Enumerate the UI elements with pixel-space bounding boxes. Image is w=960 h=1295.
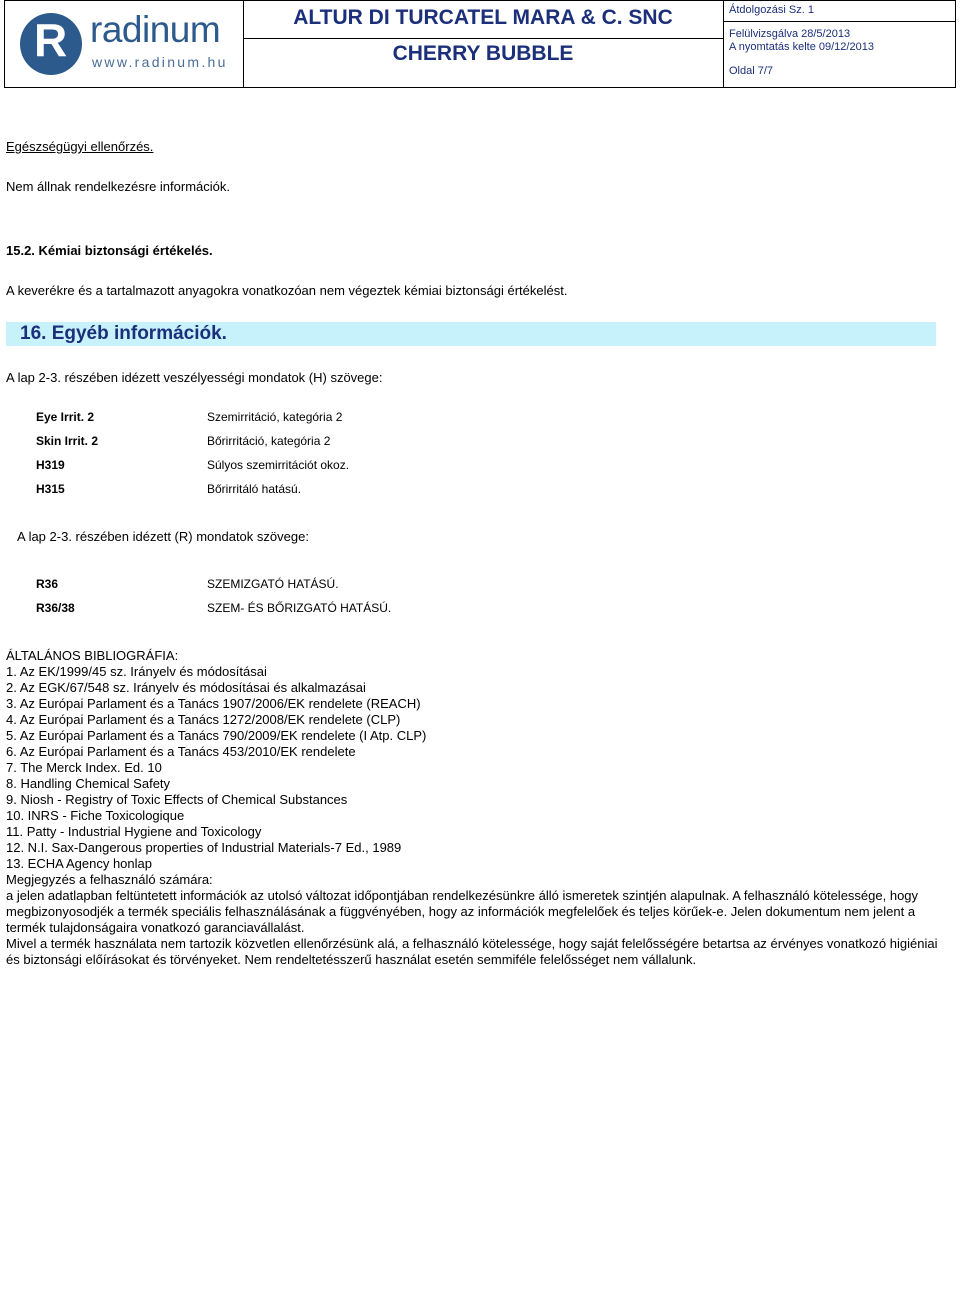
- title-cell: [243, 1, 724, 87]
- bibliography-item: 12. N.I. Sax-Dangerous properties of Industrial Materials-7 Ed., 1989: [6, 840, 402, 855]
- h-statement-code: Skin Irrit. 2: [36, 434, 99, 448]
- revision-number: Átdolgozási Sz. 1: [729, 4, 814, 16]
- bibliography-item: 7. The Merck Index. Ed. 10: [6, 760, 162, 775]
- bibliography-heading: ÁLTALÁNOS BIBLIOGRÁFIA:: [6, 648, 179, 663]
- bibliography-item: 13. ECHA Agency honlap: [6, 856, 152, 871]
- chem-safety-heading: 15.2. Kémiai biztonsági értékelés.: [6, 243, 213, 258]
- health-heading: Egészségügyi ellenőrzés.: [6, 139, 154, 154]
- chem-safety-text: A keverékre és a tartalmazott anyagokra vonatkozóan nem végeztek kémiai biztonsági értékelést.: [6, 283, 568, 298]
- r-statement-code: R36/38: [36, 601, 75, 615]
- h-statement-text: Súlyos szemirritációt okoz.: [207, 458, 350, 472]
- bibliography-item: 8. Handling Chemical Safety: [6, 776, 171, 791]
- section-16-title: 16. Egyéb információk.: [20, 323, 227, 344]
- h-statement-text: Szemirritáció, kategória 2: [207, 410, 343, 424]
- user-note-heading: Megjegyzés a felhasználó számára:: [6, 872, 213, 887]
- r-statement-text: SZEMIZGATÓ HATÁSÚ.: [207, 577, 339, 591]
- h-statement-code: Eye Irrit. 2: [36, 410, 95, 424]
- h-statement-text: Bőrirritáció, kategória 2: [207, 434, 331, 448]
- bibliography-item: 3. Az Európai Parlament és a Tanács 1907/2006/EK rendelete (REACH): [6, 696, 421, 711]
- meta-divider: [723, 21, 955, 22]
- r-statement-text: SZEM- ÉS BŐRIZGATÓ HATÁSÚ.: [207, 601, 392, 615]
- user-note-paragraph: Mivel a termék használata nem tartozik közvetlen ellenőrzésünk alá, a felhasználó kötelessége, hogy saját felelősségére betartsa az érvényes vonatkozó higiéniai és biztonsági előírásokat és törvényeket. Nem rendeltetésszerű használat esetén semmiféle felelősséget nem vállalunk.: [6, 936, 938, 967]
- document-header: [4, 0, 956, 88]
- user-note-paragraph: a jelen adatlapban feltüntetett információk az utolsó változat időpontjában rendelkezésünkre álló ismeretek szintjén alapulnak. A felhasználó kötelessége, hogy megbizonyosodjék a termék speciális felhasználásának a függvényében, hogy az információk megfelelőek és teljes körűek-e. Jelen dokumentum nem jelent a termék tulajdonságaira vonatkozó garanciavállalást.: [6, 888, 919, 935]
- bibliography-item: 9. Niosh - Registry of Toxic Effects of Chemical Substances: [6, 792, 348, 807]
- r-statement-code: R36: [36, 577, 59, 591]
- h-statement-text: Bőrirritáló hatású.: [207, 482, 302, 496]
- h-statements-intro: A lap 2-3. részében idézett veszélyességi mondatok (H) szövege:: [6, 370, 383, 385]
- company-name: ALTUR DI TURCATEL MARA & C. SNC: [243, 1, 723, 39]
- bibliography-item: 10. INRS - Fiche Toxicologique: [6, 808, 185, 823]
- page-number: Oldal 7/7: [729, 65, 774, 77]
- bibliography-item: 4. Az Európai Parlament és a Tanács 1272/2008/EK rendelete (CLP): [6, 712, 401, 727]
- bibliography-item: 11. Patty - Industrial Hygiene and Toxicology: [6, 824, 262, 839]
- review-date: Felülvizsgálva 28/5/2013: [729, 28, 851, 40]
- r-statements-intro: A lap 2-3. részében idézett (R) mondatok szövege:: [17, 529, 309, 544]
- h-statement-code: H315: [36, 482, 65, 496]
- radinum-logo-icon: R: [20, 13, 82, 75]
- logo-cell: [5, 1, 244, 87]
- logo-url: www.radinum.hu: [92, 54, 228, 70]
- section-16-bar: [6, 322, 936, 346]
- bibliography-item: 1. Az EK/1999/45 sz. Irányelv és módosításai: [6, 664, 267, 679]
- product-name: CHERRY BUBBLE: [392, 42, 574, 65]
- meta-cell: [723, 1, 955, 87]
- health-text: Nem állnak rendelkezésre információk.: [6, 179, 230, 194]
- bibliography-item: 5. Az Európai Parlament és a Tanács 790/2009/EK rendelete (I Atp. CLP): [6, 728, 427, 743]
- bibliography-item: 6. Az Európai Parlament és a Tanács 453/2010/EK rendelete: [6, 744, 356, 759]
- logo-name: radinum: [90, 9, 221, 50]
- h-statement-code: H319: [36, 458, 65, 472]
- print-date: A nyomtatás kelte 09/12/2013: [729, 41, 874, 53]
- bibliography-item: 2. Az EGK/67/548 sz. Irányelv és módosításai és alkalmazásai: [6, 680, 366, 695]
